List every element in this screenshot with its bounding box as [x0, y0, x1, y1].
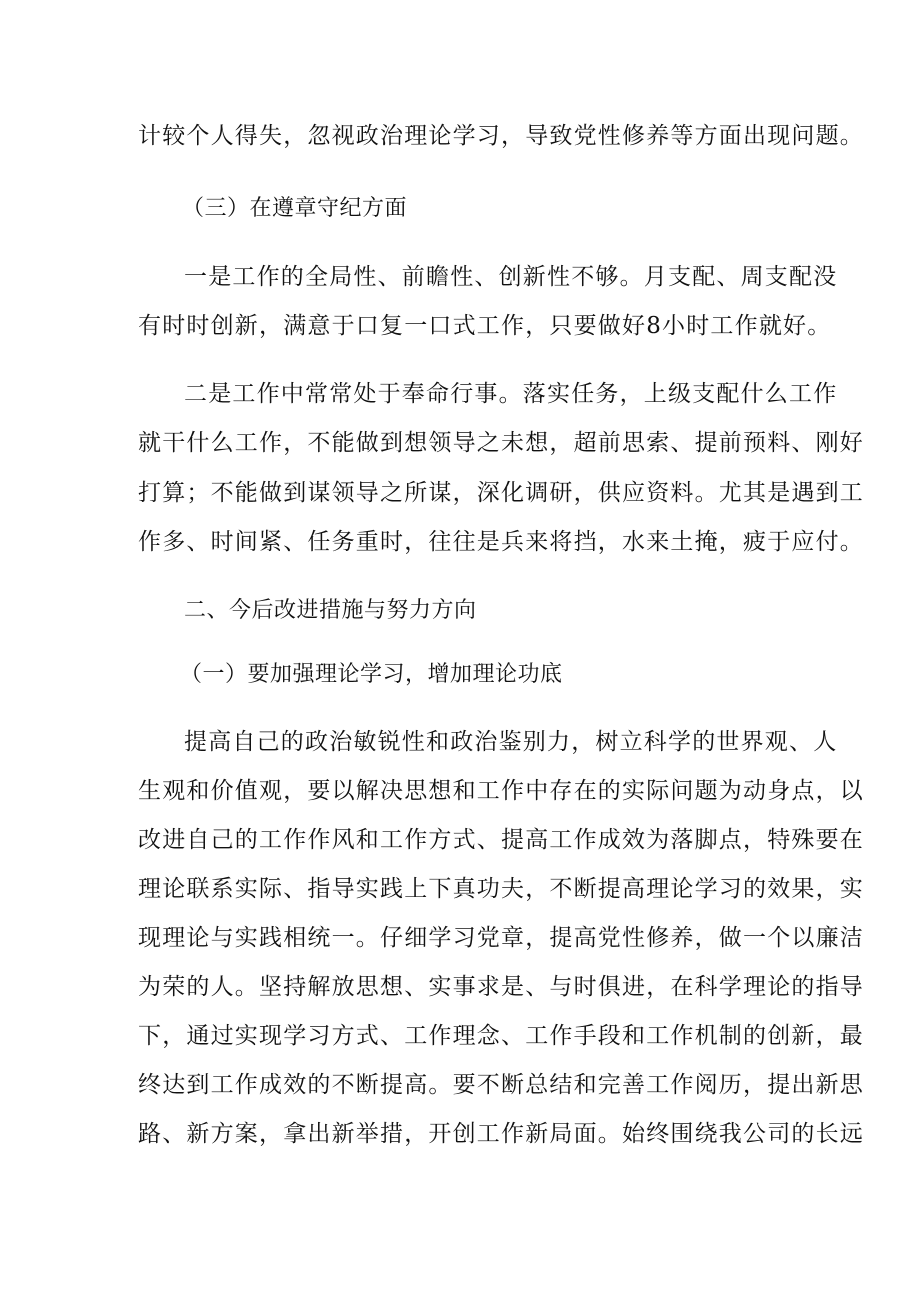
- paragraph-line: 理论联系实际、指导实践上下真功夫，不断提高理论学习的效果，实: [138, 876, 864, 902]
- section-heading-3: （三）在遵章守纪方面: [182, 196, 408, 221]
- paragraph-line: 计较个人得失，忽视政治理论学习，导致党性修养等方面出现问题。: [138, 123, 864, 149]
- paragraph-line: 打算；不能做到谋领导之所谋，深化调研，供应资料。尤其是遇到工: [138, 480, 864, 506]
- paragraph-line: 改进自己的工作作风和工作方式、提高工作成效为落脚点，特殊要在: [138, 827, 864, 853]
- subsection-heading-1: （一）要加强理论学习，增加理论功底: [180, 662, 563, 687]
- paragraph-line: 作多、时间紧、任务重时，往往是兵来将挡，水来土掩，疲于应付。: [138, 529, 864, 555]
- paragraph-line: 二是工作中常常处于奉命行事。落实任务，上级支配什么工作: [184, 381, 838, 407]
- paragraph-line: 一是工作的全局性、前瞻性、创新性不够。月支配、周支配没: [184, 264, 838, 290]
- paragraph-line: 路、新方案，拿出新举措，开创工作新局面。始终围绕我公司的长远: [138, 1121, 864, 1147]
- paragraph-line: 提高自己的政治敏锐性和政治鉴别力，树立科学的世界观、人: [184, 729, 838, 755]
- paragraph-line: 就干什么工作，不能做到想领导之未想，超前思索、提前预料、刚好: [138, 430, 864, 456]
- section-heading-2: 二、今后改进措施与努力方向: [184, 598, 477, 623]
- paragraph-line: 现理论与实践相统一。仔细学习党章，提高党性修养，做一个以廉洁: [138, 925, 864, 951]
- paragraph-line: 有时时创新，满意于口复一口式工作，只要做好8小时工作就好。: [138, 313, 832, 339]
- paragraph-line: 终达到工作成效的不断提高。要不断总结和完善工作阅历，提出新思: [138, 1072, 864, 1098]
- paragraph-line: 生观和价值观，要以解决思想和工作中存在的实际问题为动身点，以: [138, 778, 864, 804]
- paragraph-line: 下，通过实现学习方式、工作理念、工作手段和工作机制的创新，最: [138, 1023, 864, 1049]
- paragraph-line: 为荣的人。坚持解放思想、实事求是、与时俱进，在科学理论的指导: [138, 974, 864, 1000]
